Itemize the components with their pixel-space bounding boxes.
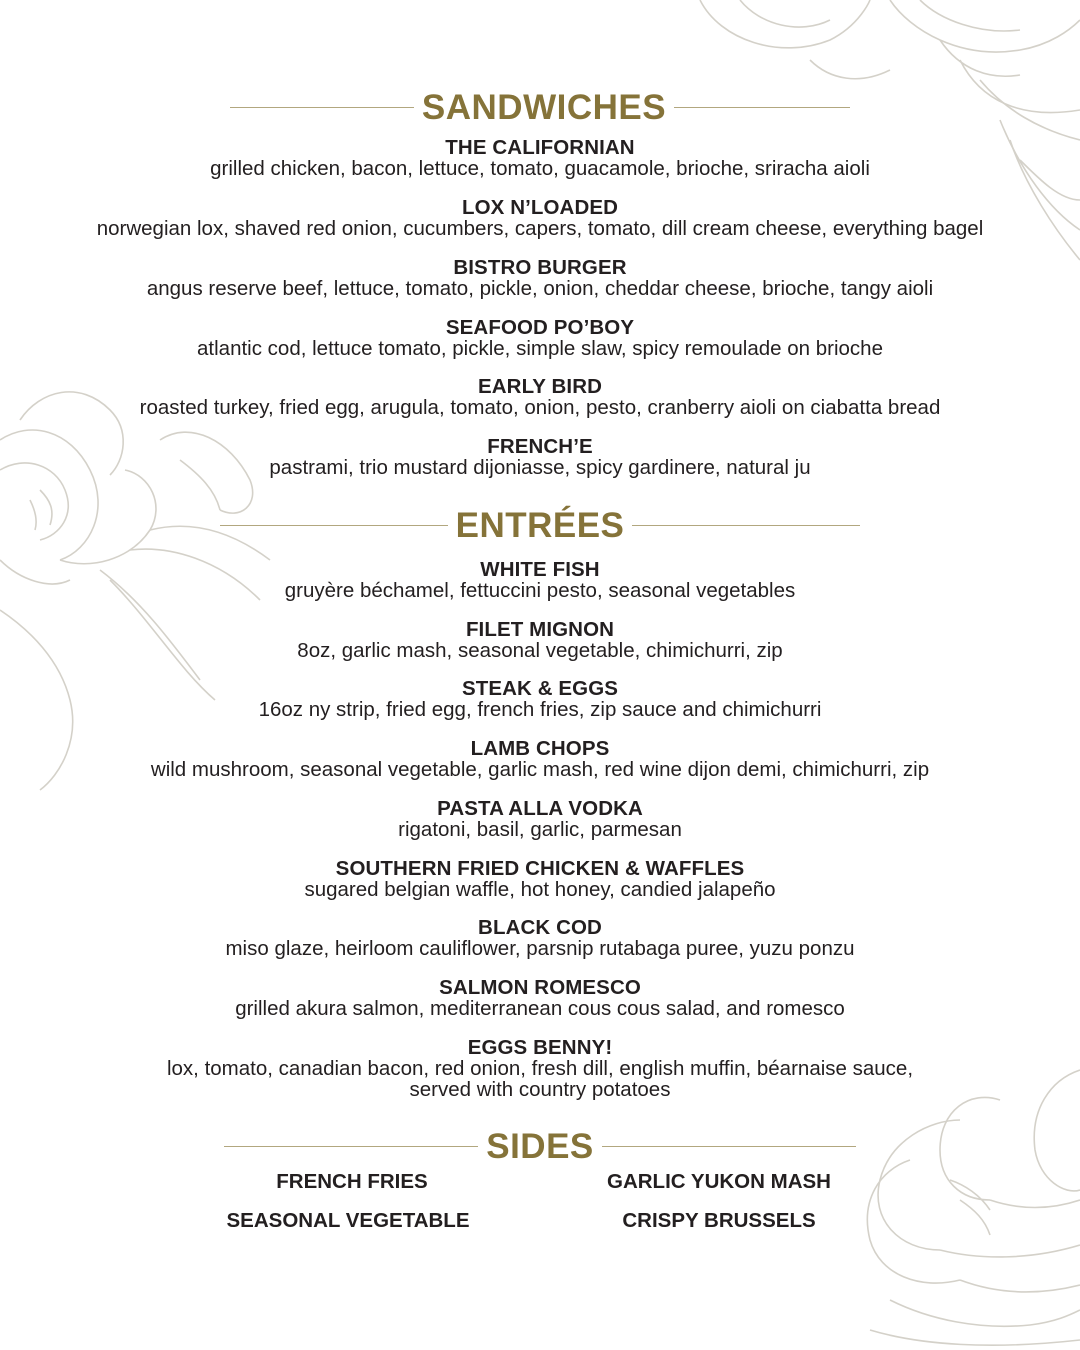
item-name: FRENCH’E — [487, 435, 593, 458]
item-description: miso glaze, heirloom cauliflower, parsnip rutabaga puree, yuzu ponzu — [225, 937, 855, 960]
item-description: grilled akura salmon, mediterranean cous cous salad, and romesco — [235, 997, 845, 1020]
item-description: angus reserve beef, lettuce, tomato, pickle, onion, cheddar cheese, brioche, tangy aioli — [146, 277, 934, 300]
item-description: roasted turkey, fried egg, arugula, tomato, onion, pesto, cranberry aioli on ciabatta bread — [139, 396, 941, 419]
item-name: STEAK & EGGS — [461, 677, 619, 700]
item-name: LAMB CHOPS — [470, 737, 610, 760]
menu-item — [0, 257, 1080, 299]
item-name: FILET MIGNON — [465, 618, 615, 641]
item-name: SEAFOOD PO’BOY — [445, 316, 635, 339]
item-name: SOUTHERN FRIED CHICKEN & WAFFLES — [335, 857, 745, 880]
item-name: EGGS BENNY! — [467, 1036, 613, 1059]
side-item: GARLIC YUKON MASH — [607, 1170, 831, 1193]
menu-item — [0, 738, 1080, 780]
menu-item — [0, 619, 1080, 661]
item-name: WHITE FISH — [480, 558, 600, 581]
section-title-sandwiches: SANDWICHES — [421, 88, 667, 127]
item-description: lox, tomato, canadian bacon, red onion, fresh dill, english muffin, béarnaise sauce, — [166, 1057, 914, 1080]
menu-item — [0, 917, 1080, 959]
floral-bottom-right-icon — [850, 1060, 1080, 1350]
header-rule-left — [220, 525, 448, 526]
item-description: rigatoni, basil, garlic, parmesan — [398, 818, 682, 841]
section-header-sides — [0, 1129, 1080, 1164]
header-rule-right — [602, 1146, 856, 1147]
item-description: norwegian lox, shaved red onion, cucumbers, capers, tomato, dill cream cheese, everything bagel — [96, 217, 984, 240]
item-name: SALMON ROMESCO — [439, 976, 641, 999]
item-description: 8oz, garlic mash, seasonal vegetable, chimichurri, zip — [297, 639, 783, 662]
menu-item — [0, 436, 1080, 478]
menu-item — [0, 559, 1080, 601]
header-rule-left — [224, 1146, 478, 1147]
item-description: atlantic cod, lettuce tomato, pickle, simple slaw, spicy remoulade on brioche — [197, 337, 883, 360]
menu-item — [0, 678, 1080, 720]
side-item: FRENCH FRIES — [276, 1170, 428, 1193]
item-description: gruyère béchamel, fettuccini pesto, seasonal vegetables — [284, 579, 796, 602]
side-item: CRISPY BRUSSELS — [622, 1209, 816, 1232]
header-rule-right — [632, 525, 860, 526]
menu-item — [0, 376, 1080, 418]
menu-item — [0, 137, 1080, 179]
section-title-entrees: ENTRÉES — [455, 506, 625, 545]
item-description: grilled chicken, bacon, lettuce, tomato, guacamole, brioche, sriracha aioli — [210, 157, 870, 180]
item-description-line-2: served with country potatoes — [409, 1078, 671, 1101]
menu-item — [0, 197, 1080, 239]
menu-item — [0, 317, 1080, 359]
item-name: EARLY BIRD — [477, 375, 603, 398]
menu-item — [0, 798, 1080, 840]
menu-item — [0, 1037, 1080, 1100]
item-name: BISTRO BURGER — [453, 256, 627, 279]
header-rule-left — [230, 107, 414, 108]
section-header-entrees — [0, 508, 1080, 543]
item-description: pastrami, trio mustard dijoniasse, spicy gardinere, natural ju — [269, 456, 811, 479]
item-description: 16oz ny strip, fried egg, french fries, zip sauce and chimichurri — [258, 698, 822, 721]
item-name: PASTA ALLA VODKA — [437, 797, 643, 820]
side-item: SEASONAL VEGETABLE — [226, 1209, 470, 1232]
section-title-sides: SIDES — [486, 1127, 594, 1166]
item-name: BLACK COD — [478, 916, 602, 939]
menu-item — [0, 977, 1080, 1019]
item-description: sugared belgian waffle, hot honey, candied jalapeño — [304, 878, 776, 901]
menu-item — [0, 858, 1080, 900]
section-header-sandwiches — [0, 90, 1080, 125]
item-name: LOX N’LOADED — [461, 196, 619, 219]
item-description: wild mushroom, seasonal vegetable, garlic mash, red wine dijon demi, chimichurri, zip — [150, 758, 930, 781]
header-rule-right — [674, 107, 850, 108]
item-name: THE CALIFORNIAN — [445, 136, 635, 159]
